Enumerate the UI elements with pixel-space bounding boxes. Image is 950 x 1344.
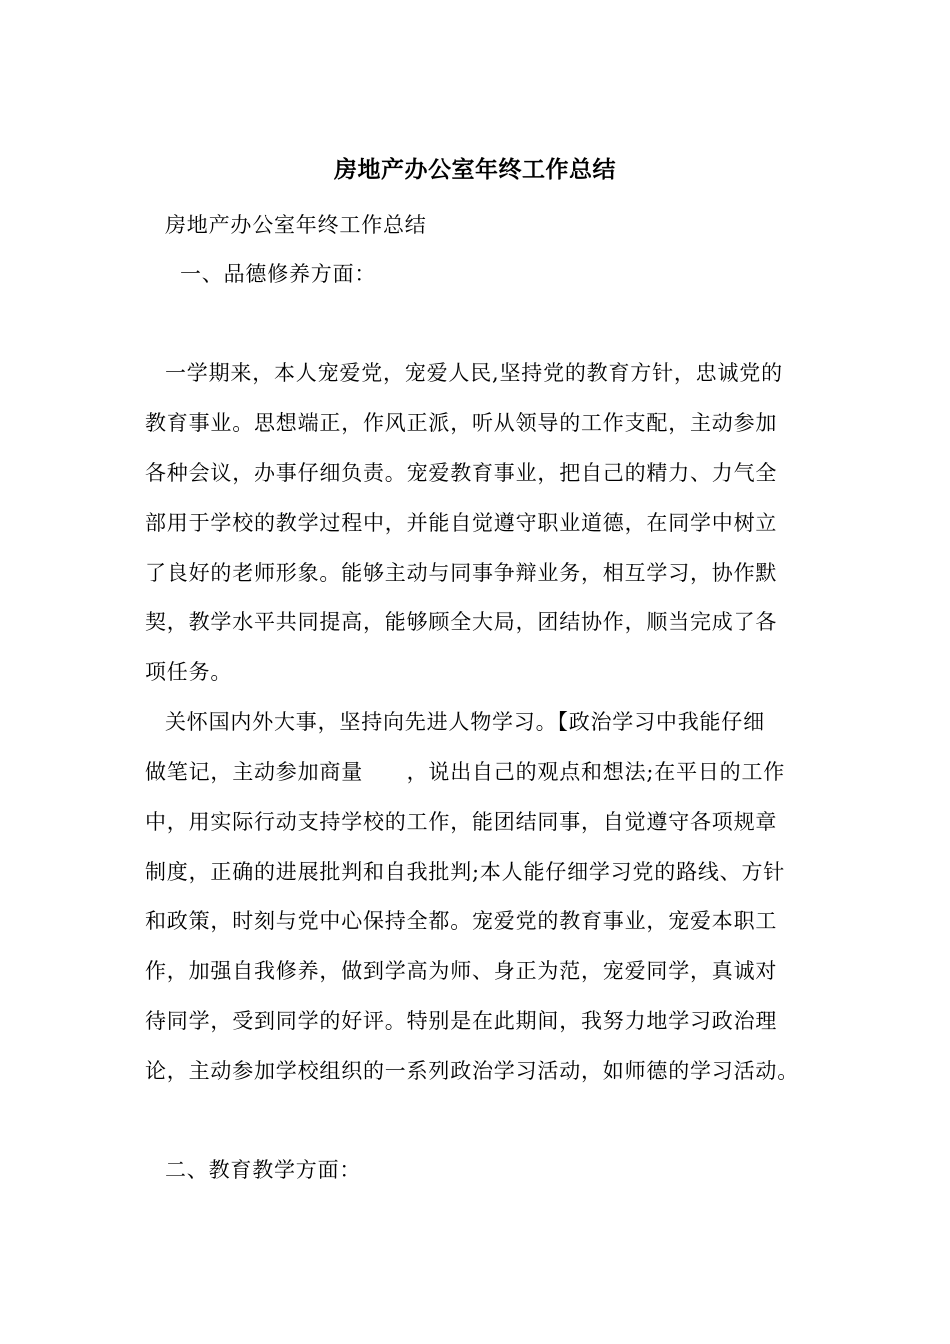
paragraph-line: 部用于学校的教学过程中，并能自觉遵守职业道德，在同学中树立 [145, 511, 778, 535]
paragraph-line: 做笔记，主动参加商量 ，说出自己的观点和想法;在平日的工作 [145, 760, 786, 784]
paragraph-line: 作，加强自我修养，做到学高为师、身正为范，宠爱同学，真诚对 [145, 959, 778, 983]
paragraph-line: 和政策，时刻与党中心保持全都。宠爱党的教育事业，宠爱本职工 [145, 909, 778, 933]
paragraph-line: 项任务。 [145, 660, 233, 684]
paragraph-line: 各种会议，办事仔细负责。宠爱教育事业，把自己的精力、力气全 [145, 461, 778, 485]
document-subtitle: 房地产办公室年终工作总结 [165, 213, 427, 237]
paragraph-line: 关怀国内外大事，坚持向先进人物学习。【政治学习中我能仔细 [165, 710, 765, 734]
paragraph-line: 契，教学水平共同提高，能够顾全大局，团结协作，顺当完成了各 [145, 610, 778, 634]
paragraph-line: 待同学，受到同学的好评。特别是在此期间，我努力地学习政治理 [145, 1009, 778, 1033]
paragraph-line: 了良好的老师形象。能够主动与同事争辩业务，相互学习，协作默 [145, 561, 778, 585]
document-title: 房地产办公室年终工作总结 [334, 156, 616, 183]
paragraph-line: 论，主动参加学校组织的一系列政治学习活动，如师德的学习活动。 [145, 1059, 799, 1083]
section-heading-2: 二、教育教学方面： [165, 1158, 362, 1182]
paragraph-line: 教育事业。思想端正，作风正派，听从领导的工作支配，主动参加 [145, 411, 778, 435]
paragraph-line: 一学期来，本人宠爱党，宠爱人民,坚持党的教育方针，忠诚党的 [165, 361, 783, 385]
section-heading-1: 一、品德修养方面： [180, 262, 377, 286]
paragraph-line: 中，用实际行动支持学校的工作，能团结同事，自觉遵守各项规章 [145, 810, 778, 834]
paragraph-line: 制度，正确的进展批判和自我批判;本人能仔细学习党的路线、方针 [145, 860, 786, 884]
